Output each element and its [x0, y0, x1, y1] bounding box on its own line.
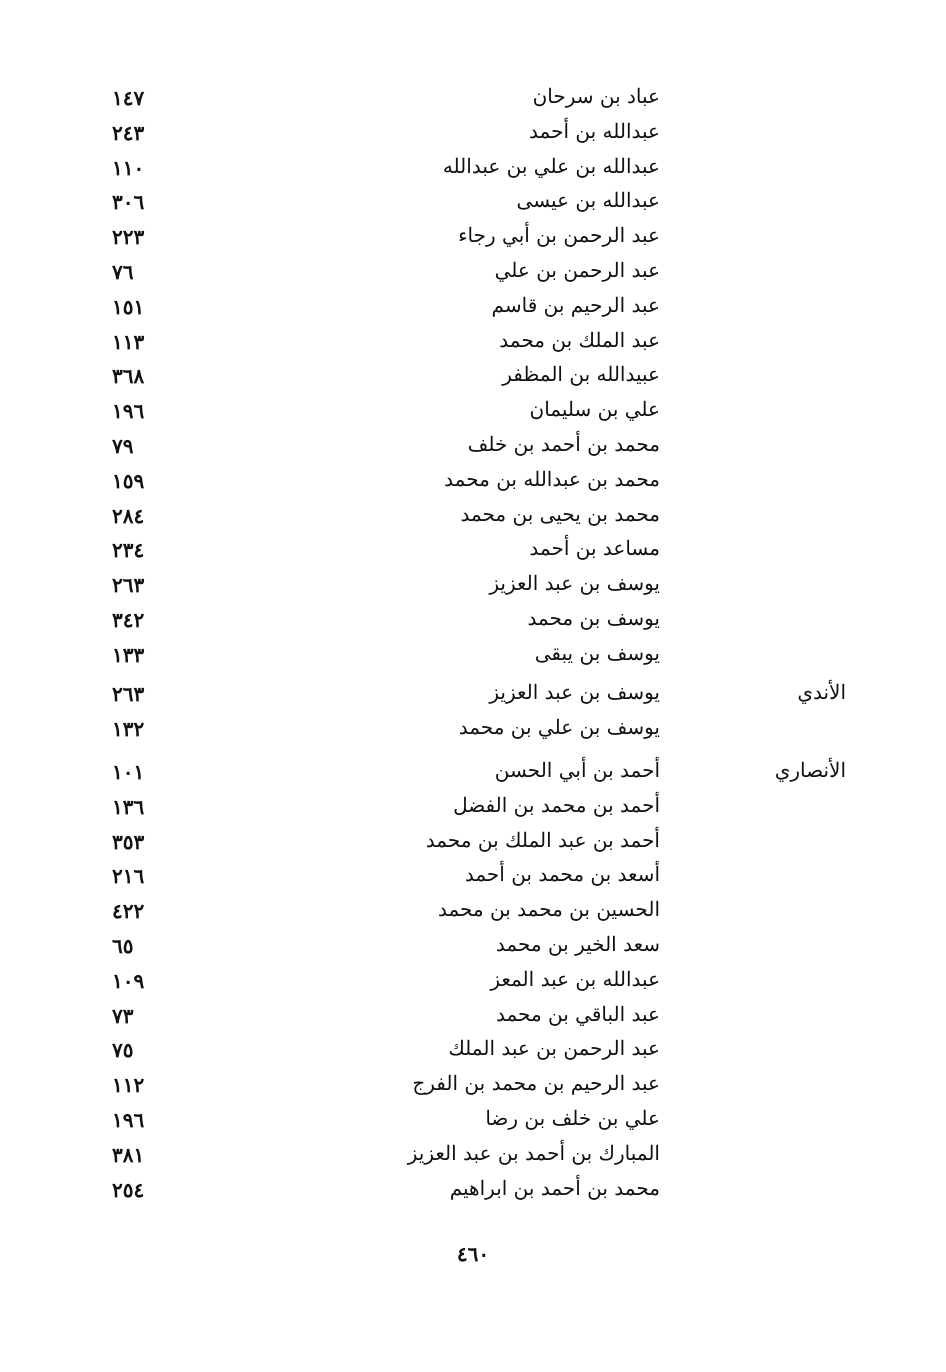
index-entry	[0, 569, 946, 603]
entry-page-ref: ١٩٦	[112, 1108, 145, 1132]
entry-name: عبد الرحمن بن علي	[494, 258, 660, 282]
entry-name: يوسف بن علي بن محمد	[458, 714, 660, 739]
entry-page-ref: ٢١٦	[112, 864, 145, 889]
entry-page-ref: ٢٦٣	[112, 573, 145, 598]
entry-name: سعد الخير بن محمد	[495, 932, 660, 956]
entry-name: عباد بن سرحان	[532, 84, 660, 108]
entry-page-ref: ٧٦	[112, 260, 134, 284]
entry-page-ref: ٧٩	[112, 434, 134, 458]
index-entry	[0, 186, 946, 220]
index-entry	[0, 965, 946, 999]
index-entry	[0, 534, 946, 568]
entry-page-ref: ٣٤٢	[112, 608, 145, 632]
entry-name: أحمد بن محمد بن الفضل	[453, 792, 660, 817]
index-entry	[0, 604, 946, 638]
entry-name: المبارك بن أحمد بن عبد العزيز	[407, 1140, 660, 1165]
index-entry	[0, 326, 946, 360]
index-entry	[0, 465, 946, 499]
index-entry	[0, 430, 946, 464]
entry-name: مساعد بن أحمد	[529, 536, 660, 561]
entry-page-ref: ٤٢٢	[112, 899, 145, 924]
entry-name: الحسين بن محمد بن محمد	[437, 897, 660, 922]
entry-page-ref: ٢٦٣	[112, 682, 145, 706]
entry-name: عبيدالله بن المظفر	[502, 362, 660, 387]
entry-name: عبدالله بن عيسى	[516, 188, 660, 213]
entry-page-ref: ١٥١	[112, 294, 145, 319]
index-entry	[0, 678, 946, 712]
index-entry	[0, 930, 946, 964]
index-entry	[0, 826, 946, 860]
entry-page-ref: ١١٢	[112, 1073, 145, 1098]
index-entry	[0, 152, 946, 186]
entry-name: يوسف بن عبد العزيز	[489, 571, 660, 596]
entry-page-ref: ١٣٦	[112, 794, 145, 819]
entry-page-ref: ٣٠٦	[112, 190, 145, 215]
index-entry	[0, 1034, 946, 1068]
entry-name: عبدالله بن علي بن عبدالله	[442, 153, 660, 178]
index-entry	[0, 860, 946, 894]
entry-page-ref: ٢٣٤	[112, 538, 145, 563]
entry-name: عبد الباقي بن محمد	[495, 1001, 660, 1026]
entry-name: محمد بن أحمد بن خلف	[467, 432, 660, 456]
entry-name: أسعد بن محمد بن أحمد	[464, 862, 660, 887]
entry-page-ref: ٣٦٨	[112, 364, 145, 389]
index-entry	[0, 756, 946, 790]
index-entry	[0, 221, 946, 255]
entry-name: أحمد بن أبي الحسن	[494, 758, 660, 782]
entry-name: يوسف بن عبد العزيز	[489, 680, 660, 704]
entry-name: يوسف بن محمد	[527, 606, 660, 630]
index-entry	[0, 1174, 946, 1208]
index-entry	[0, 117, 946, 151]
entry-name: عبد الملك بن محمد	[499, 327, 660, 352]
entry-name: علي بن خلف بن رضا	[485, 1106, 660, 1130]
entry-name: عبد الرحيم بن محمد بن الفرج	[412, 1071, 660, 1096]
index-entry	[0, 82, 946, 116]
index-entry	[0, 360, 946, 394]
index-entry	[0, 1139, 946, 1173]
entry-page-ref: ٢٢٣	[112, 225, 145, 250]
entry-page-ref: ١٥٩	[112, 468, 145, 493]
index-entry	[0, 1000, 946, 1034]
index-entry	[0, 291, 946, 325]
entry-page-ref: ١٣٣	[112, 642, 145, 667]
index-entry	[0, 395, 946, 429]
entry-page-ref: ١٩٦	[112, 399, 145, 424]
index-entry	[0, 713, 946, 747]
entry-page-ref: ٧٥	[112, 1038, 134, 1063]
entry-page-ref: ١١٣	[112, 329, 145, 354]
group-label: الأندي	[797, 680, 846, 704]
entry-name: يوسف بن يبقى	[534, 640, 660, 665]
entry-page-ref: ٦٥	[112, 934, 134, 958]
entry-page-ref: ١٣٢	[112, 716, 145, 741]
entry-name: محمد بن عبدالله بن محمد	[444, 466, 660, 491]
entry-name: عبد الرحيم بن قاسم	[491, 292, 660, 317]
entry-page-ref: ٣٨١	[112, 1142, 145, 1167]
entry-page-ref: ٧٣	[112, 1003, 134, 1028]
index-entry	[0, 500, 946, 534]
entry-name: عبدالله بن عبد المعز	[490, 966, 660, 991]
entry-name: عبدالله بن أحمد	[529, 118, 660, 143]
group-label: الأنصاري	[774, 758, 846, 782]
entry-name: عبد الرحمن بن عبد الملك	[448, 1036, 660, 1061]
index-entry	[0, 895, 946, 929]
entry-name: محمد بن أحمد بن ابراهيم	[449, 1175, 660, 1200]
page-number: ٤٦٠	[456, 1242, 490, 1266]
entry-page-ref: ١٠١	[112, 760, 145, 784]
entry-page-ref: ٢٨٤	[112, 503, 145, 528]
entry-page-ref: ٢٤٣	[112, 120, 145, 145]
entry-page-ref: ٣٥٣	[112, 829, 145, 854]
index-entry	[0, 256, 946, 290]
index-entry	[0, 791, 946, 825]
entry-page-ref: ١٤٧	[112, 86, 145, 110]
entry-name: علي بن سليمان	[529, 397, 660, 422]
entry-name: أحمد بن عبد الملك بن محمد	[425, 827, 660, 852]
index-entry	[0, 1104, 946, 1138]
index-entry	[0, 639, 946, 673]
entry-name: محمد بن يحيى بن محمد	[460, 501, 660, 526]
entry-page-ref: ٢٥٤	[112, 1177, 145, 1202]
entry-name: عبد الرحمن بن أبي رجاء	[458, 223, 660, 248]
entry-page-ref: ١٠٩	[112, 968, 145, 993]
entry-page-ref: ١١٠	[112, 155, 145, 180]
index-entry	[0, 1069, 946, 1103]
